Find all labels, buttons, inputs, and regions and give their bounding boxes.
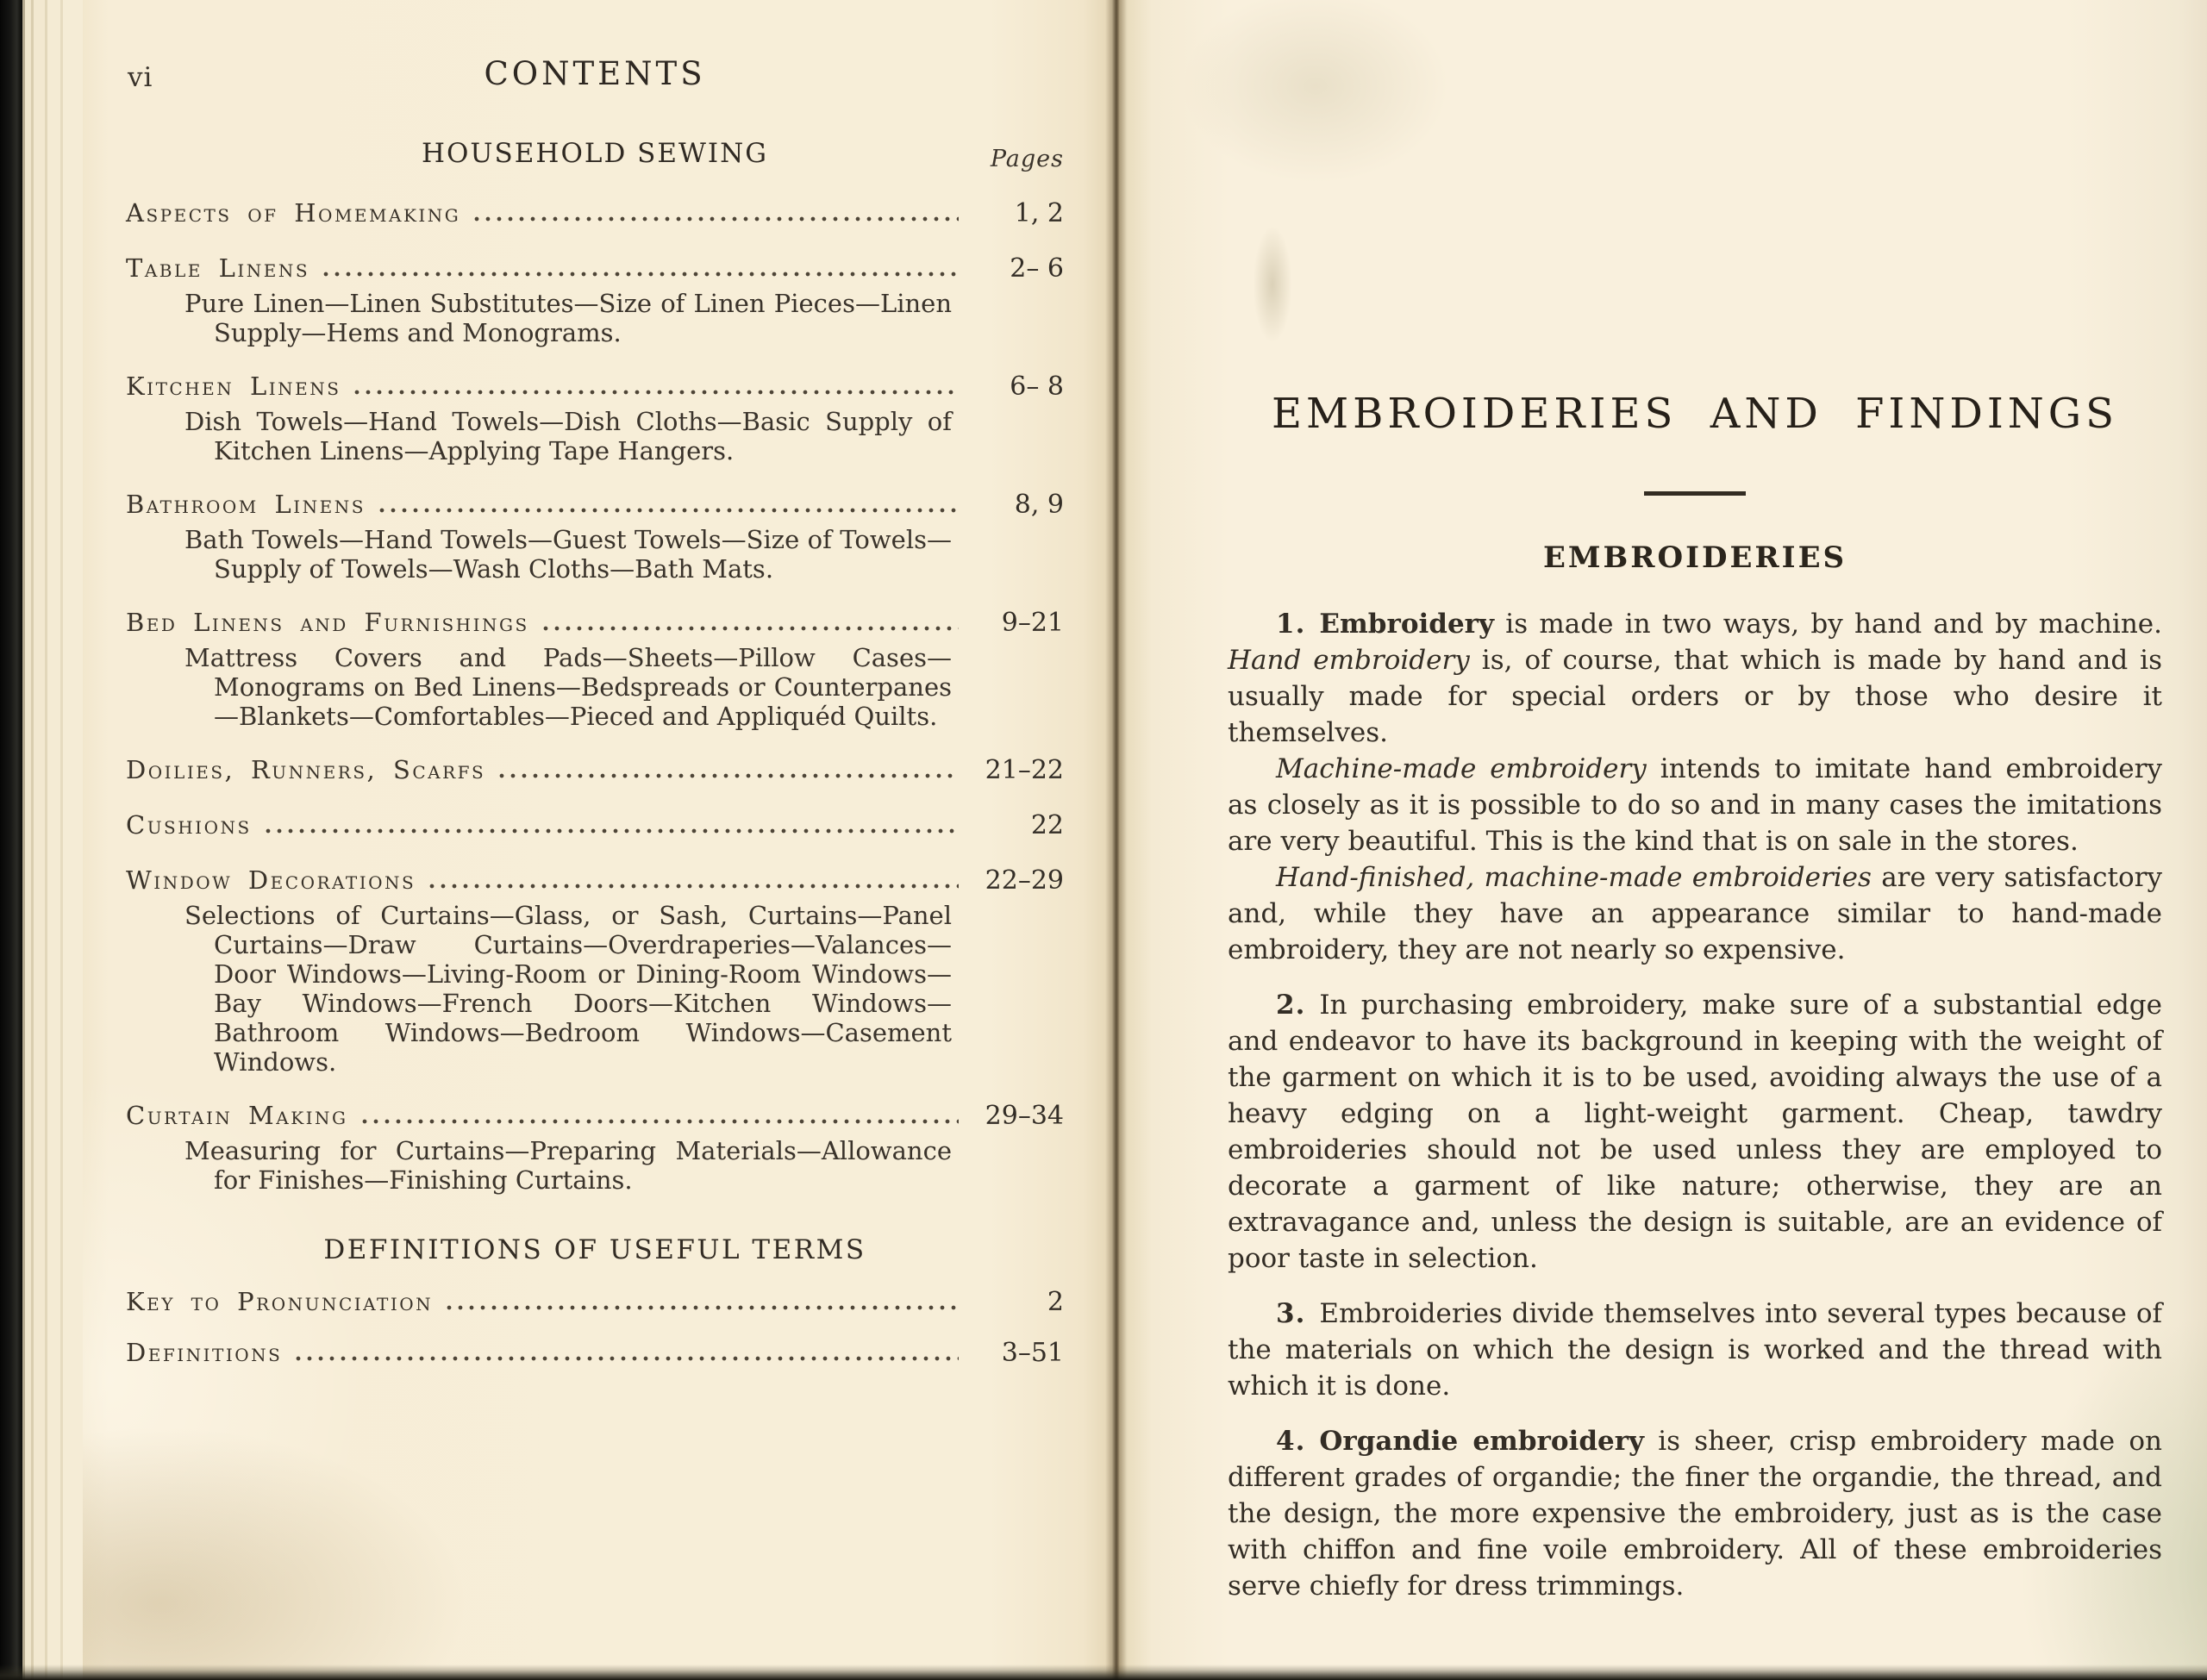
- toc-entry-description: Dish Towels—Hand Towels—Dish Cloths—Basic Supply of Kitchen Linens—Applying Tape Hangers.: [184, 407, 952, 465]
- toc-entry-pages: 8, 9: [1014, 490, 1064, 520]
- toc-entry-pages: 21–22: [985, 755, 1064, 785]
- section-title: HOUSEHOLD SEWING: [421, 138, 769, 169]
- toc-row: [126, 253, 1064, 284]
- toc-entry: [126, 1337, 1064, 1369]
- toc-entry-description: Pure Linen—Linen Substitutes—Size of Linen Pieces—Linen Supply—Hems and Monograms.: [184, 289, 952, 347]
- text-run: Embroideries divide themselves into several types because of the materials on which the design is worked and the thread with which it is done.: [1228, 1298, 2162, 1402]
- dot-leader: [499, 773, 959, 778]
- paragraph-number: 3.: [1276, 1298, 1306, 1329]
- toc-row: [126, 1286, 1064, 1318]
- chapter-body: [1228, 606, 2162, 1604]
- dot-leader: [296, 1356, 959, 1361]
- bottom-page-edge: [0, 1664, 2207, 1680]
- dot-leader: [323, 272, 959, 277]
- toc-entry-description: Selections of Curtains—Glass, or Sash, Curtains—Panel Curtains—Draw Curtains—Overdraperies—Valances—Door Windows—Living-Room or Dining-Room Windows—Bay Windows—French Doors—Kitchen Windows—Bathroom Windows—Bedroom Windows—Casement Windows.: [184, 901, 952, 1077]
- toc-row: [126, 371, 1064, 403]
- dot-leader: [266, 828, 959, 834]
- section-heading-row: [126, 137, 1064, 174]
- dot-leader: [543, 626, 959, 631]
- toc-entry-description: Mattress Covers and Pads—Sheets—Pillow Cases—Monograms on Bed Linens—Bedspreads or Counterpanes—Blankets—Comfortables—Pieced and Appliquéd Quilts.: [184, 643, 952, 731]
- toc-entry: [126, 1100, 1064, 1195]
- dot-leader: [362, 1119, 959, 1124]
- dot-leader: [429, 884, 959, 889]
- text-run: are very satisfactory and, while they have an appearance similar to hand-made embroidery, they are not nearly so expensive.: [1228, 862, 2162, 965]
- text-run: Organdie embroidery: [1319, 1426, 1645, 1457]
- text-run: Machine-made embroidery: [1276, 753, 1647, 784]
- pages-column-label: Pages: [990, 146, 1064, 172]
- toc-entry-description: Bath Towels—Hand Towels—Guest Towels—Size of Towels—Supply of Towels—Wash Cloths—Bath Mats.: [184, 525, 952, 584]
- toc-entry-label: Window Decorations: [126, 865, 416, 895]
- numbered-paragraph: [1228, 606, 2162, 751]
- text-run: Hand-finished, machine-made embroideries: [1276, 862, 1872, 893]
- chapter-subheading: EMBROIDERIES: [1542, 540, 1848, 575]
- toc-entry: [126, 371, 1064, 465]
- table-of-contents: [126, 197, 1064, 1195]
- toc-entry: [126, 489, 1064, 584]
- numbered-paragraph: [1228, 1423, 2162, 1604]
- definitions-toc: [126, 1286, 1064, 1369]
- toc-entry-pages: 6– 8: [1010, 372, 1064, 402]
- folio-number: vi: [128, 62, 153, 93]
- toc-entry-label: Definitions: [126, 1338, 283, 1367]
- toc-row: [126, 754, 1064, 786]
- contents-header: [126, 55, 1064, 99]
- toc-entry: [126, 607, 1064, 731]
- toc-entry: [126, 865, 1064, 1077]
- toc-entry-label: Aspects of Homemaking: [126, 198, 461, 228]
- toc-row: [126, 197, 1064, 229]
- text-run: intends to imitate hand embroidery as closely as it is possible to do so and in many cases the imitations are very beautiful. This is the kind that is on sale in the stores.: [1228, 753, 2162, 857]
- toc-entry-label: Curtain Making: [126, 1101, 348, 1130]
- toc-entry-label: Cushions: [126, 810, 252, 840]
- toc-entry-pages: 29–34: [985, 1101, 1064, 1131]
- toc-row: [126, 1100, 1064, 1132]
- book-cover-edge: [0, 0, 22, 1680]
- dot-leader: [474, 216, 959, 222]
- text-run: Hand embroidery: [1228, 645, 1470, 676]
- toc-entry-pages: 2– 6: [1010, 253, 1064, 284]
- gutter-shadow: [1105, 0, 1128, 1680]
- toc-entry-description: Measuring for Curtains—Preparing Materials—Allowance for Finishes—Finishing Curtains.: [184, 1136, 952, 1195]
- toc-row: [126, 865, 1064, 896]
- text-run: is, of course, that which is made by hand and is usually made for special orders or by those who desire it themselves.: [1228, 645, 2162, 748]
- toc-entry-label: Bathroom Linens: [126, 490, 366, 519]
- toc-entry-pages: 22–29: [985, 865, 1064, 896]
- toc-entry: [126, 197, 1064, 229]
- page-edge-stack: [22, 0, 83, 1680]
- toc-entry-pages: 2: [1047, 1287, 1064, 1317]
- toc-entry-pages: 3–51: [1001, 1338, 1064, 1368]
- paragraph: [1228, 751, 2162, 859]
- dot-leader: [447, 1305, 959, 1310]
- paragraph-number: 1.: [1276, 609, 1306, 640]
- toc-entry-label: Kitchen Linens: [126, 372, 341, 401]
- text-run: is sheer, crisp embroidery made on different grades of organdie; the finer the organdie, the thread, and the design, the more expensive the embroidery, just as is the case with chiffon and fine voile embroidery. All of these embroideries serve chiefly for dress trimmings.: [1228, 1426, 2162, 1602]
- toc-entry-label: Doilies, Runners, Scarfs: [126, 755, 486, 784]
- chapter-title: EMBROIDERIES AND FINDINGS: [1271, 390, 2119, 438]
- toc-row: [126, 489, 1064, 521]
- text-run: Embroidery: [1319, 609, 1495, 640]
- toc-entry-label: Table Linens: [126, 253, 310, 283]
- toc-entry-pages: 9–21: [1001, 608, 1064, 638]
- toc-entry-pages: 1, 2: [1014, 198, 1064, 228]
- toc-row: [126, 1337, 1064, 1369]
- toc-entry: [126, 754, 1064, 786]
- toc-entry: [126, 1286, 1064, 1318]
- toc-row: [126, 809, 1064, 841]
- text-run: is made in two ways, by hand and by machine.: [1494, 609, 2162, 640]
- definitions-section-title: DEFINITIONS OF USEFUL TERMS: [323, 1234, 866, 1265]
- text-run: In purchasing embroidery, make sure of a substantial edge and endeavor to have its background in keeping with the weight of the garment on which it is to be used, avoiding always the use of a heavy edging on a light-weight garment. Cheap, tawdry embroideries should not be used unless they are employed to decorate a garment of like nature; otherwise, they are an extravagance and, unless the design is suitable, are an evidence of poor taste in selection.: [1228, 990, 2162, 1274]
- toc-entry-pages: 22: [1030, 810, 1064, 840]
- toc-entry-label: Key to Pronunciation: [126, 1287, 434, 1316]
- toc-row: [126, 607, 1064, 639]
- toc-entry: [126, 253, 1064, 347]
- right-page: [1117, 0, 2207, 1680]
- contents-title: CONTENTS: [484, 55, 706, 92]
- paragraph-number: 2.: [1276, 990, 1306, 1021]
- left-page: [83, 0, 1117, 1680]
- paragraph: [1228, 859, 2162, 968]
- dot-leader: [379, 508, 959, 513]
- paragraph-number: 4.: [1276, 1426, 1306, 1457]
- toc-entry: [126, 809, 1064, 841]
- numbered-paragraph: [1228, 1296, 2162, 1404]
- toc-entry-label: Bed Linens and Furnishings: [126, 608, 529, 637]
- numbered-paragraph: [1228, 987, 2162, 1277]
- dot-leader: [354, 390, 959, 395]
- title-rule: [1644, 491, 1746, 496]
